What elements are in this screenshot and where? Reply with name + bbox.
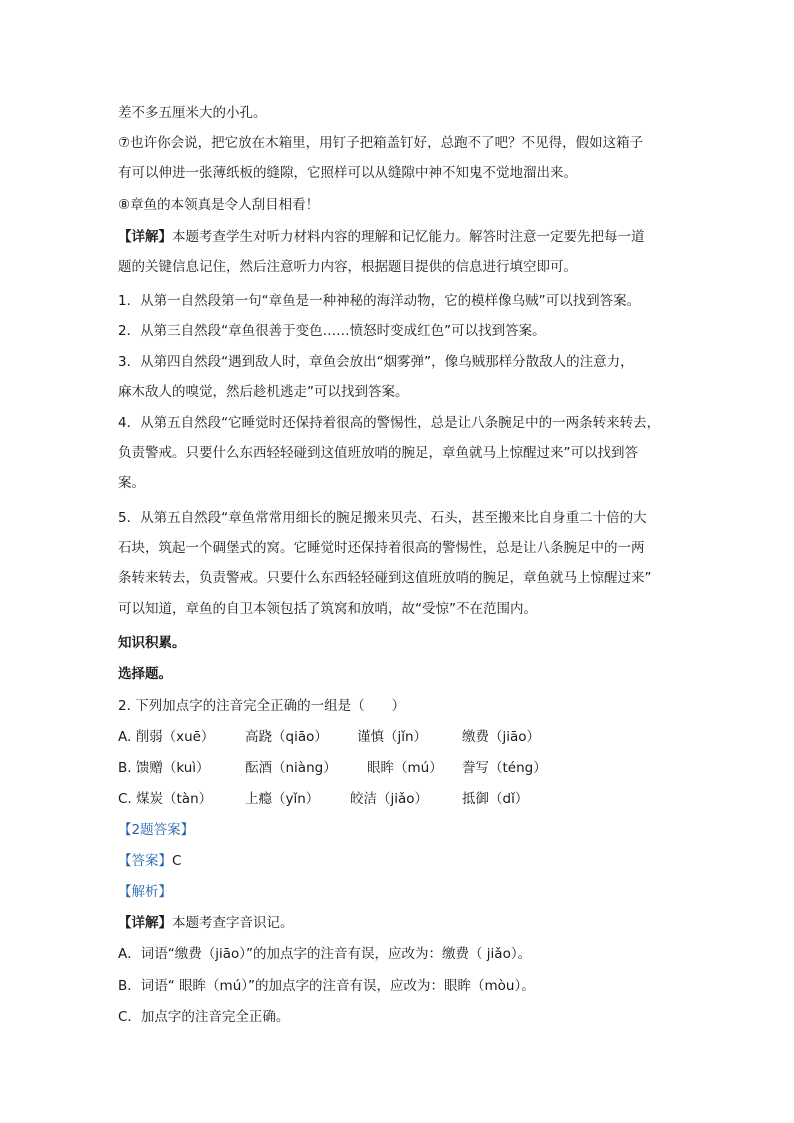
detail-text: 本题考查字音识记。 xyxy=(172,915,294,931)
answer-item: 可以知道，章鱼的自卫本领包括了筑窝和放哨，故“受惊”不在范围内。 xyxy=(118,601,537,617)
analysis-header: 【解析】 xyxy=(118,884,172,900)
answer-item: 2．从第三自然段“章鱼很善于变色……愤怒时变成红色”可以找到答案。 xyxy=(118,323,546,339)
option-label: A. 削弱（xuē） xyxy=(118,729,215,745)
option-a xyxy=(118,727,678,747)
option-word: 上瘾（yǐn） xyxy=(245,791,320,807)
option-word: 高跷（qiāo） xyxy=(245,729,328,745)
option-word: 酝酒（niàng） xyxy=(245,760,337,776)
option-word: 誊写（téng） xyxy=(462,760,547,776)
answer-line xyxy=(118,851,181,871)
option-word: 抵御（dǐ） xyxy=(462,791,529,807)
explanation-text: 题的关键信息记住，然后注意听力内容，根据题目提供的信息进行填空即可。 xyxy=(118,259,577,275)
answer-item: 1．从第一自然段第一句“章鱼是一种神秘的海洋动物，它的模样像乌贼”可以找到答案。 xyxy=(118,293,641,309)
analysis-item: A．词语“缴费（jiāo）”的加点字的注音有误，应改为：缴费（ jiǎo）。 xyxy=(118,946,532,962)
option-word: 缴费（jiāo） xyxy=(462,729,541,745)
analysis-item: B．词语“ 眼眸（mú）”的加点字的注音有误，应改为：眼眸（mòu）。 xyxy=(118,978,535,994)
answer-item: 条转来转去，负责警戒。只要什么东西轻轻碰到这值班放哨的腕足，章鱼就马上惊醒过来” xyxy=(118,570,652,586)
detail-tag: 【详解】 xyxy=(118,915,172,931)
passage-line: ⑦也许你会说，把它放在木箱里，用钉子把箱盖钉好，总跑不了吧？不见得，假如这箱子 xyxy=(118,135,644,151)
section-heading: 知识积累。 xyxy=(118,635,186,651)
option-c xyxy=(118,789,678,809)
option-word: 皎洁（jiǎo） xyxy=(350,791,429,807)
answer-item: 3．从第四自然段“遇到敌人时，章鱼会放出“烟雾弹”，像乌贼那样分散敌人的注意力， xyxy=(118,354,634,370)
passage-line: 有可以伸进一张薄纸板的缝隙，它照样可以从缝隙中神不知鬼不觉地溜出来。 xyxy=(118,165,577,181)
option-word: 谨慎（jǐn） xyxy=(357,729,428,745)
option-label: B. 馈赠（kuì） xyxy=(118,760,210,776)
section-heading: 选择题。 xyxy=(118,666,172,682)
explanation-paragraph xyxy=(118,227,645,247)
detail-tag: 【详解】 xyxy=(118,229,172,245)
answer-item: 石块，筑起一个碉堡式的窝。它睡觉时还保持着很高的警惕性，总是让八条腕足中的一两 xyxy=(118,540,645,556)
explanation-text: 本题考查学生对听力材料内容的理解和记忆能力。解答时注意一定要先把每一道 xyxy=(172,229,645,245)
answer-item: 麻木敌人的嗅觉，然后趁机逃走”可以找到答案。 xyxy=(118,384,409,400)
answer-item: 负责警戒。只要什么东西轻轻碰到这值班放哨的腕足，章鱼就马上惊醒过来”可以找到答 xyxy=(118,445,638,461)
answer-item: 5．从第五自然段“章鱼常常用细长的腕足搬来贝壳、石头，甚至搬来比自身重二十倍的大 xyxy=(118,510,647,526)
question-stem: 2. 下列加点字的注音完全正确的一组是（ ） xyxy=(118,698,406,714)
answer-tag: 【答案】 xyxy=(118,853,172,869)
option-label: C. 煤炭（tàn） xyxy=(118,791,213,807)
option-word: 眼眸（mú） xyxy=(367,760,443,776)
answer-value: C xyxy=(172,853,182,869)
answer-header: 【2题答案】 xyxy=(118,822,195,838)
passage-line: ⑧章鱼的本领真是令人刮目相看！ xyxy=(118,197,320,213)
answer-item: 4．从第五自然段“它睡觉时还保持着很高的警惕性，总是让八条腕足中的一两条转来转去， xyxy=(118,415,661,431)
analysis-item: C．加点字的注音完全正确。 xyxy=(118,1009,290,1025)
detail-line xyxy=(118,913,294,933)
answer-item: 案。 xyxy=(118,475,145,491)
option-b xyxy=(118,758,678,778)
passage-line: 差不多五厘米大的小孔。 xyxy=(118,105,267,121)
